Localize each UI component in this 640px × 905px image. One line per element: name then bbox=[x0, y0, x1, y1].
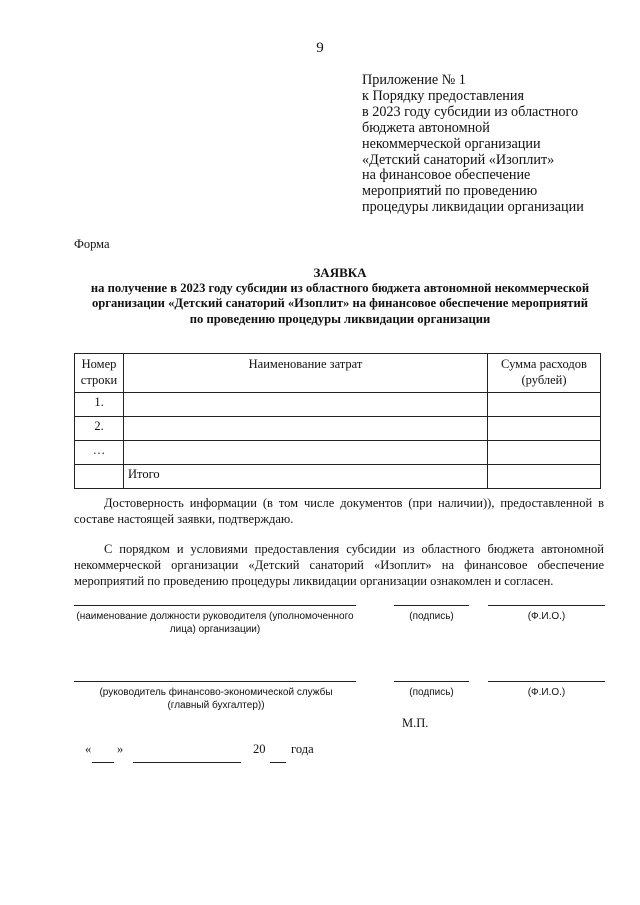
cost-name-cell[interactable] bbox=[124, 441, 488, 465]
title-line: на получение в 2023 году субсидии из областного бюджета автономной некоммерческой bbox=[90, 280, 590, 295]
finance-signature-line[interactable] bbox=[394, 681, 469, 682]
appendix-line: к Порядку предоставления bbox=[362, 87, 524, 104]
table-row bbox=[75, 393, 601, 417]
title-line: организации «Детский санаторий «Изоплит» на финансовое обеспечение мероприятий bbox=[91, 296, 589, 311]
title-line: по проведению процедуры ликвидации организации bbox=[189, 311, 491, 326]
table-header-row bbox=[75, 354, 601, 393]
header-cost-name: Наименование затрат bbox=[124, 354, 488, 393]
appendix-line: Приложение № 1 bbox=[362, 72, 466, 88]
date-close-quote: » bbox=[117, 742, 124, 756]
appendix-line: «Детский санаторий «Изоплит» bbox=[362, 151, 555, 168]
amount-cell[interactable] bbox=[488, 441, 601, 465]
date-year-word: года bbox=[291, 742, 314, 756]
head-fio-caption: (Ф.И.О.) bbox=[527, 611, 566, 622]
costs-table bbox=[74, 353, 601, 489]
header-amount: Сумма расходов (рублей) bbox=[488, 354, 601, 393]
confirmation-paragraph bbox=[74, 495, 604, 527]
row-number-cell: … bbox=[75, 441, 124, 465]
appendix-header bbox=[362, 73, 632, 216]
page-number: 9 bbox=[316, 40, 324, 56]
total-amount-cell[interactable] bbox=[488, 465, 601, 489]
appendix-line: процедуры ликвидации организации bbox=[362, 199, 584, 216]
table-row bbox=[75, 441, 601, 465]
head-fio-line[interactable] bbox=[488, 605, 605, 606]
table-total-row bbox=[75, 465, 601, 489]
form-label: Форма bbox=[74, 237, 110, 251]
head-position-caption: (наименование должности руководителя (уполномоченного лица) организации) bbox=[76, 611, 354, 635]
finance-position-caption: (руководитель финансово-экономической службы (главный бухгалтер)) bbox=[99, 687, 333, 711]
cost-name-cell[interactable] bbox=[124, 417, 488, 441]
title-main: ЗАЯВКА bbox=[313, 265, 367, 280]
appendix-line: бюджета автономной bbox=[362, 119, 490, 136]
date-year-line[interactable] bbox=[270, 762, 286, 763]
cost-name-cell[interactable] bbox=[124, 393, 488, 417]
head-position-line[interactable] bbox=[74, 605, 356, 606]
document-title bbox=[60, 265, 620, 327]
appendix-line: мероприятий по проведению bbox=[362, 183, 538, 200]
date-day-line[interactable] bbox=[92, 762, 114, 763]
agreement-paragraph bbox=[74, 541, 604, 589]
finance-fio-line[interactable] bbox=[488, 681, 605, 682]
head-signature-caption: (подпись) bbox=[409, 611, 454, 622]
amount-cell[interactable] bbox=[488, 393, 601, 417]
date-open-quote: « bbox=[85, 742, 92, 756]
amount-cell[interactable] bbox=[488, 417, 601, 441]
row-number-cell: 2. bbox=[75, 417, 124, 441]
agreement-text: С порядком и условиями предоставления субсидии из областного бюджета автономной некоммерческой организации «Детский санаторий «Изоплит» на финансовое обеспечение мероприятий по проведению процедуры ликвидации организации ознакомлен и согласен. bbox=[74, 542, 604, 588]
date-month-line[interactable] bbox=[133, 762, 241, 763]
confirmation-text: Достоверность информации (в том числе документов (при наличии)), предоставленной в составе настоящей заявки, подтверждаю. bbox=[74, 496, 604, 526]
total-label-cell: Итого bbox=[124, 465, 488, 489]
header-row-number: Номер строки bbox=[75, 354, 124, 393]
finance-position-line[interactable] bbox=[74, 681, 356, 682]
table-row bbox=[75, 417, 601, 441]
stamp-placeholder: М.П. bbox=[402, 716, 429, 730]
appendix-line: некоммерческой организации bbox=[362, 135, 541, 152]
appendix-line: на финансовое обеспечение bbox=[362, 167, 531, 184]
row-number-cell bbox=[75, 465, 124, 489]
appendix-line: в 2023 году субсидии из областного bbox=[362, 103, 579, 120]
head-signature-line[interactable] bbox=[394, 605, 469, 606]
date-year-prefix: 20 bbox=[253, 742, 266, 756]
finance-fio-caption: (Ф.И.О.) bbox=[527, 687, 566, 698]
finance-signature-caption: (подпись) bbox=[409, 687, 454, 698]
row-number-cell: 1. bbox=[75, 393, 124, 417]
